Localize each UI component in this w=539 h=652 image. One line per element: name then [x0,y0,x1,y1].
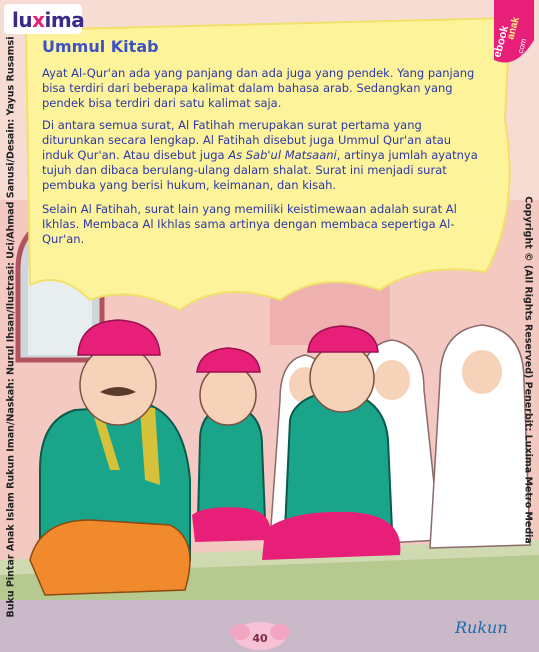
section-heading: Ummul Kitab [42,37,159,56]
ebook-badge-line1: ebook [491,24,512,59]
ebook-badge-line2: anak [505,15,522,41]
girl-in-white-3 [430,325,530,548]
paragraph-2: Di antara semua surat, Al Fatihah merupakan surat pertama yang diturunkan secara lengkap. Al Fatihah disebut juga Ummul Qur'an atau induk Qur'an. Atau disebut juga As Sab'ul Matsaani, artinya jumlah ayatnya tujuh dan dibaca berulang-ulang dalam shalat. Surat ini menjadi surat pembuka yang berisi hukum, keimanan, dan kisah. [42,118,478,192]
publisher-logo [4,4,85,34]
side-caption-right: Copyright © (All Rights Reserved) Penerbit: Luxima Metro Media [522,196,534,544]
paragraph-1: Ayat Al-Qur'an ada yang panjang dan ada juga yang pendek. Yang panjang bisa terdiri dari beberapa kalimat dalam bahasa arab. Sedangkan yang pendek bisa terdiri dari satu kalimat saja. [42,66,475,110]
footer-label: Rukun [455,618,508,637]
side-caption-left: Buku Pintar Anak Islam Rukun Iman/Naskah: Nurul Ihsan/Ilustrasi: Uci/Ahmad Sanusi/Desain: Yayus Rusamsi [5,36,17,618]
logo-wordmark: luxima [12,8,85,32]
ebook-badge-line3: .com [515,37,529,57]
ebook-anak-badge [486,0,536,68]
page-number: 40 [252,632,268,645]
paragraph-3: Selain Al Fatihah, surat lain yang memiliki keistimewaan adalah surat Al Ikhlas. Membaca Al Ikhlas sama artinya dengan membaca sepertiga Al-Qur'an. [42,202,457,246]
